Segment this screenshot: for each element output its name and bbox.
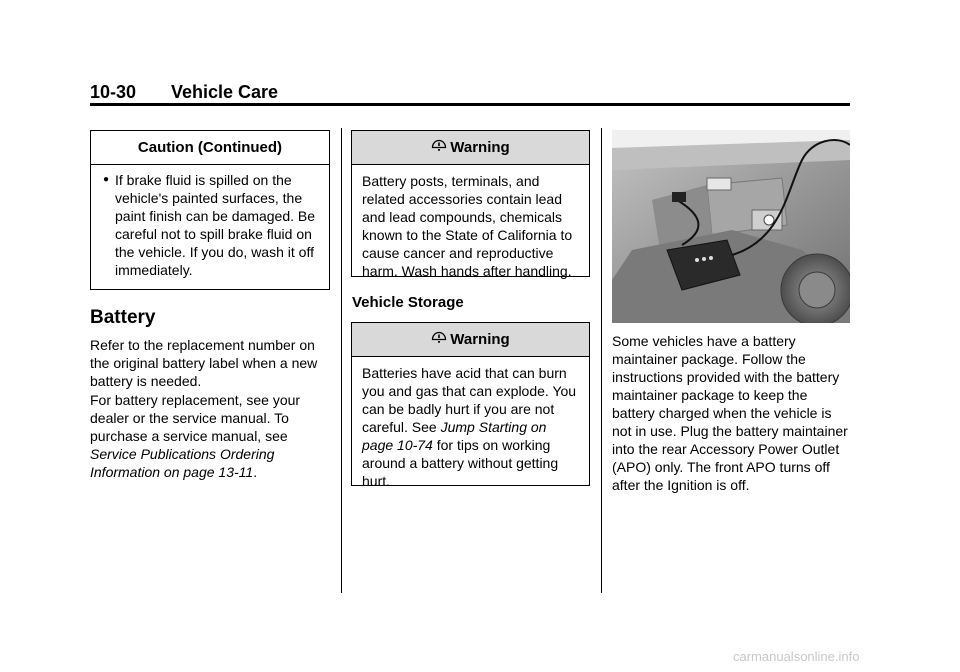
trunk-illustration: [612, 130, 850, 323]
warning-acid-text-end: for tips on working around a battery without getting hurt.: [362, 437, 559, 489]
battery-maintainer-photo: [612, 130, 850, 323]
warning-box-acid: [351, 322, 590, 489]
column-divider-left: [341, 128, 342, 593]
warning-symbol-icon: [431, 139, 447, 155]
warning-box-acid-text: [352, 357, 589, 496]
battery-para-2-text: For battery replacement, see your dealer or the service manual. To purchase a service manual, see: [90, 392, 301, 444]
column-divider-right: [601, 128, 602, 593]
bullet-icon: ●: [103, 174, 110, 185]
warning-box-acid-title: Warning: [450, 331, 510, 348]
service-publications-link[interactable]: Service Publications Ordering Information on page 13-11: [90, 446, 275, 480]
battery-maintainer-para: Some vehicles have a battery maintainer package. Follow the instructions provided with the battery maintainer package to keep the battery charged when the vehicle is not in use. Plug the battery maintainer into the rear Accessory Power Outlet (APO) only. The front APO turns off after the Ignition is off.: [612, 333, 848, 493]
caution-box-title: Caution (Continued): [91, 131, 329, 165]
warning-symbol-icon: [431, 331, 447, 347]
warning-box-lead: [351, 130, 590, 277]
battery-para-2-end: .: [253, 464, 258, 480]
battery-para-2: [90, 391, 332, 481]
warning-box-lead-title: Warning: [450, 139, 510, 156]
vehicle-storage-heading: Vehicle Storage: [352, 294, 464, 311]
watermark-text: carmanualsonline.info: [733, 649, 860, 664]
page-number: 10-30: [90, 82, 137, 102]
warning-box-lead-text: Battery posts, terminals, and related accessories contain lead and lead compounds, chemicals known to the State of California to cause cancer and reproductive harm. Wash hands after handling.: [362, 173, 573, 279]
jump-starting-link[interactable]: Jump Starting on page 10-74: [362, 419, 547, 453]
warning-box-acid-header: [352, 323, 589, 357]
warning-acid-text-start: Batteries have acid that can burn you and gas that can explode. You can be badly hurt if you are not careful. See: [362, 365, 577, 435]
header-rule: [90, 103, 850, 106]
caution-bullet: [101, 171, 319, 279]
battery-para-1: Refer to the replacement number on the original battery label when a new battery is needed.: [90, 337, 318, 389]
section-title: Vehicle Care: [171, 82, 279, 102]
battery-heading: Battery: [90, 307, 156, 328]
warning-box-lead-header: [352, 131, 589, 165]
caution-box: [90, 130, 330, 290]
caution-bullet-text: If brake fluid is spilled on the vehicle's painted surfaces, the paint finish can be damaged. Be careful not to spill brake fluid on the vehicle. If you do, wash it off immediately.: [115, 172, 316, 278]
